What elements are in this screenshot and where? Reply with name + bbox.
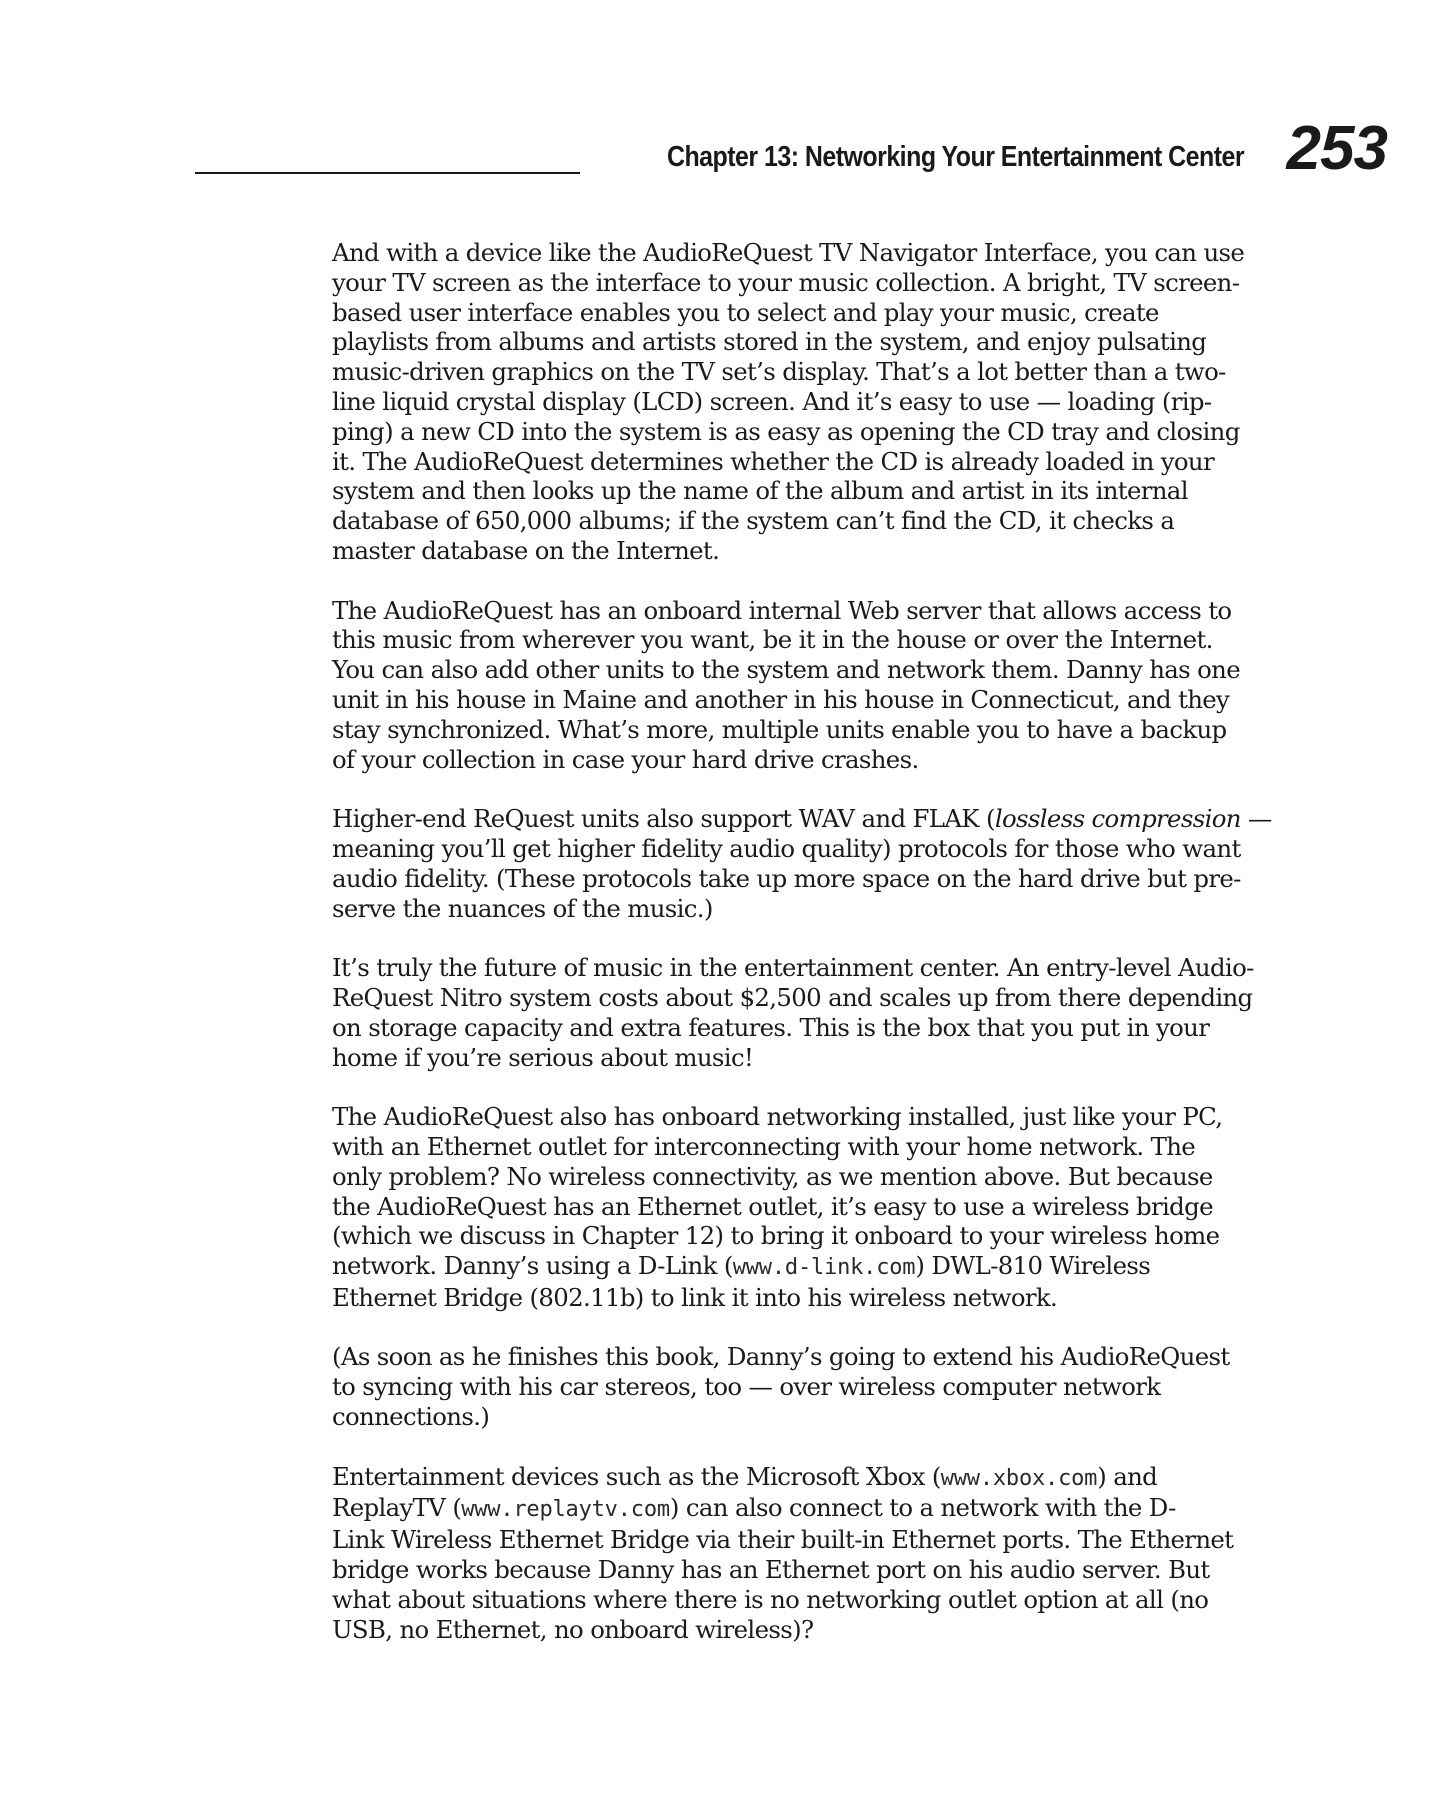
paragraph-1: [332, 238, 1245, 566]
paragraph-3: [332, 804, 1272, 923]
replaytv-url: www.replaytv.com: [461, 1497, 670, 1523]
text-line: stay synchronized. What’s more, multiple units enable you to have a backup: [332, 714, 1227, 744]
text-line: your TV screen as the interface to your music collection. A bright, TV screen-: [332, 267, 1240, 297]
text-line: bridge works because Danny has an Ethernet port on his audio server. But: [332, 1555, 1210, 1585]
text-line: You can also add other units to the system and network them. Danny has one: [332, 655, 1240, 685]
text-line: The AudioReQuest has an onboard internal Web server that allows access to: [332, 595, 1232, 625]
text-line: audio fidelity. (These protocols take up more space on the hard drive but pre-: [332, 863, 1241, 893]
text-segment: ReplayTV (: [332, 1493, 462, 1523]
text-line: Ethernet Bridge (802.11b) to link it into his wireless network.: [332, 1282, 1058, 1312]
xbox-url: www.xbox.com: [940, 1465, 1098, 1491]
text-segment: ) DWL-810 Wireless: [915, 1251, 1151, 1281]
text-line: database of 650,000 albums; if the system can’t find the CD, it checks a: [332, 506, 1175, 536]
running-header: [0, 0, 1434, 200]
text-line: line liquid crystal display (LCD) screen. And it’s easy to use — loading (rip-: [332, 386, 1212, 416]
text-line: [332, 1462, 1242, 1494]
dlink-url: www.d-link.com: [732, 1255, 916, 1281]
text-segment: ) can also connect to a network with the D-: [669, 1493, 1176, 1523]
text-line: the AudioReQuest has an Ethernet outlet, it’s easy to use a wireless bridge: [332, 1191, 1213, 1221]
text-line: based user interface enables you to select and play your music, create: [332, 297, 1159, 327]
text-line: serve the nuances of the music.): [332, 893, 713, 923]
text-line: it. The AudioReQuest determines whether the CD is already loaded in your: [332, 446, 1214, 476]
paragraph-5: [332, 1102, 1242, 1313]
text-line: (As soon as he finishes this book, Danny’s going to extend his AudioReQuest: [332, 1342, 1230, 1372]
text-line: of your collection in case your hard drive crashes.: [332, 744, 919, 774]
text-line: The AudioReQuest also has onboard networking installed, just like your PC,: [332, 1102, 1223, 1132]
text-line: music-driven graphics on the TV set’s display. That’s a lot better than a two-: [332, 357, 1226, 387]
text-line: ping) a new CD into the system is as easy as opening the CD tray and closing: [332, 416, 1240, 446]
paragraph-2: [332, 596, 1242, 775]
text-segment: network. Danny’s using a D-Link (: [332, 1251, 733, 1281]
text-line: master database on the Internet.: [332, 535, 720, 565]
text-line: unit in his house in Maine and another in his house in Connecticut, and they: [332, 684, 1230, 714]
text-segment: Entertainment devices such as the Microsoft Xbox (: [332, 1461, 941, 1491]
emphasis-text: lossless compression: [994, 804, 1241, 834]
text-line: with an Ethernet outlet for interconnecting with your home network. The: [332, 1131, 1196, 1161]
text-segment: ) and: [1097, 1461, 1158, 1491]
paragraph-4: [332, 953, 1254, 1072]
text-line: USB, no Ethernet, no onboard wireless)?: [332, 1614, 814, 1644]
chapter-title: Chapter 13: Networking Your Entertainment Center: [666, 141, 1244, 173]
text-line: home if you’re serious about music!: [332, 1042, 754, 1072]
text-line: Link Wireless Ethernet Bridge via their built-in Ethernet ports. The Ethernet: [332, 1525, 1234, 1555]
text-line: [332, 804, 1272, 834]
text-line: this music from wherever you want, be it in the house or over the Internet.: [332, 625, 1213, 655]
text-line: [332, 1251, 1242, 1283]
text-segment: Higher-end ReQuest units also support WAV and FLAK (: [332, 804, 995, 834]
paragraph-6: [332, 1342, 1242, 1431]
text-line: to syncing with his car stereos, too — over wireless computer network: [332, 1372, 1161, 1402]
text-line: only problem? No wireless connectivity, as we mention above. But because: [332, 1161, 1213, 1191]
text-line: connections.): [332, 1402, 490, 1432]
text-line: meaning you’ll get higher fidelity audio quality) protocols for those who want: [332, 833, 1241, 863]
text-line: what about situations where there is no networking outlet option at all (no: [332, 1584, 1209, 1614]
page-number: 253: [1286, 114, 1387, 183]
text-line: (which we discuss in Chapter 12) to bring it onboard to your wireless home: [332, 1221, 1220, 1251]
paragraph-7: [332, 1462, 1242, 1645]
header-rule: [195, 172, 580, 174]
body-text: [332, 238, 1272, 1674]
text-line: playlists from albums and artists stored in the system, and enjoy pulsating: [332, 327, 1207, 357]
text-line: ReQuest Nitro system costs about $2,500 and scales up from there depending: [332, 982, 1253, 1012]
text-line: on storage capacity and extra features. This is the box that you put in your: [332, 1012, 1210, 1042]
text-line: And with a device like the AudioReQuest TV Navigator Interface, you can use: [332, 238, 1245, 267]
text-line: [332, 1493, 1242, 1525]
text-line: It’s truly the future of music in the entertainment center. An entry-level Audio-: [332, 953, 1254, 983]
text-segment: —: [1240, 804, 1272, 834]
text-line: system and then looks up the name of the album and artist in its internal: [332, 476, 1188, 506]
